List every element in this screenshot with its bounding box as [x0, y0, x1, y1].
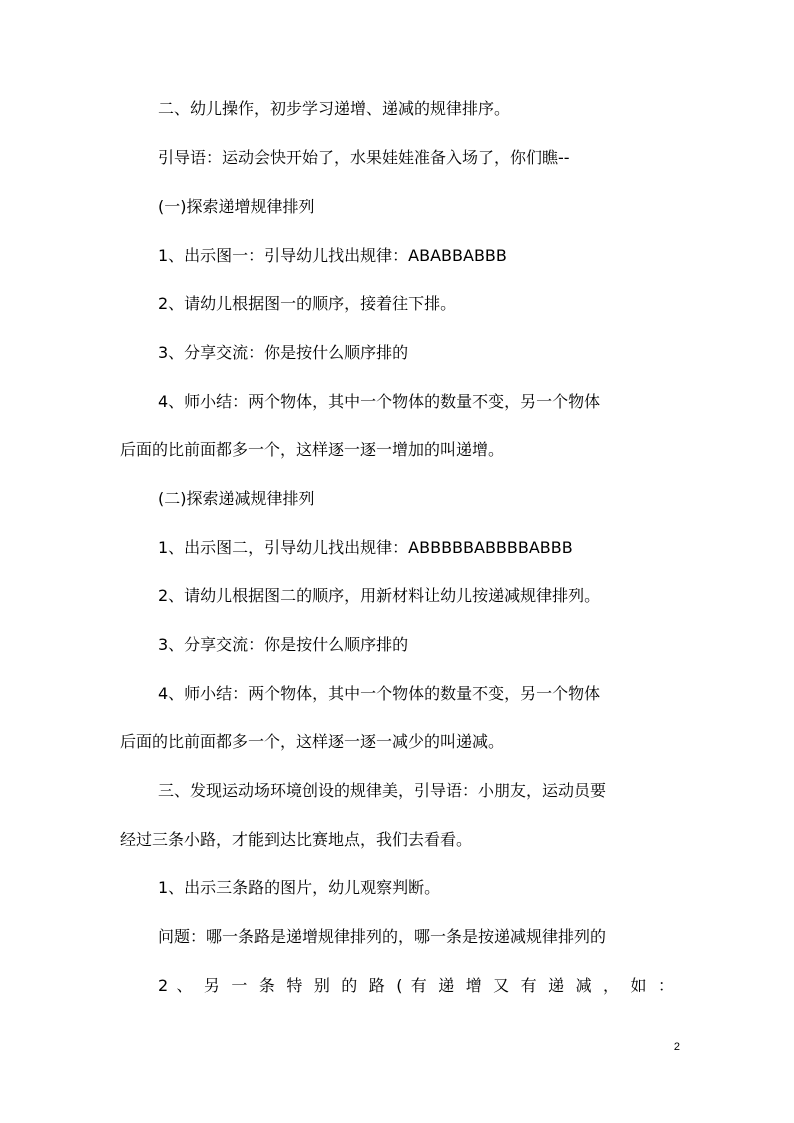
page-number: 2 [673, 1041, 680, 1053]
section-heading-two: 二、幼儿操作，初步学习递增、递减的规律排序。 [158, 99, 511, 118]
list-item: 1、出示三条路的图片，幼儿观察判断。 [158, 878, 441, 897]
subsection-heading-two: (二)探索递减规律排列 [158, 489, 315, 508]
subsection-heading-one: (一)探索递增规律排列 [158, 197, 315, 216]
question-text: 问题：哪一条路是递增规律排列的，哪一条是按递减规律排列的 [158, 927, 607, 946]
list-item: 4、师小结：两个物体，其中一个物体的数量不变，另一个物体 [158, 684, 601, 703]
list-item: 2 、 另 一 条 特 别 的 路 ( 有 递 增 又 有 递 减 ， 如 ： [158, 976, 674, 995]
paragraph-continuation: 后面的比前面都多一个，这样逐一逐一减少的叫递减。 [120, 732, 505, 751]
list-item: 3、分享交流：你是按什么顺序排的 [158, 343, 409, 362]
list-item: 4、师小结：两个物体，其中一个物体的数量不变，另一个物体 [158, 392, 601, 411]
paragraph-continuation: 后面的比前面都多一个，这样逐一逐一增加的叫递增。 [120, 440, 505, 459]
list-item: 1、出示图二，引导幼儿找出规律：ABBBBBABBBBABBB [158, 538, 573, 557]
list-item: 1、出示图一：引导幼儿找出规律：ABABBABBB [158, 246, 507, 265]
list-item: 2、请幼儿根据图二的顺序，用新材料让幼儿按递减规律排列。 [158, 586, 601, 605]
paragraph-continuation: 经过三条小路，才能到达比赛地点，我们去看看。 [120, 830, 473, 849]
guide-text: 引导语：运动会快开始了，水果娃娃准备入场了，你们瞧-- [158, 148, 570, 167]
list-item: 2、请幼儿根据图一的顺序，接着往下排。 [158, 294, 457, 313]
list-item: 3、分享交流：你是按什么顺序排的 [158, 635, 409, 654]
section-heading-three: 三、发现运动场环境创设的规律美，引导语：小朋友，运动员要 [158, 781, 607, 800]
